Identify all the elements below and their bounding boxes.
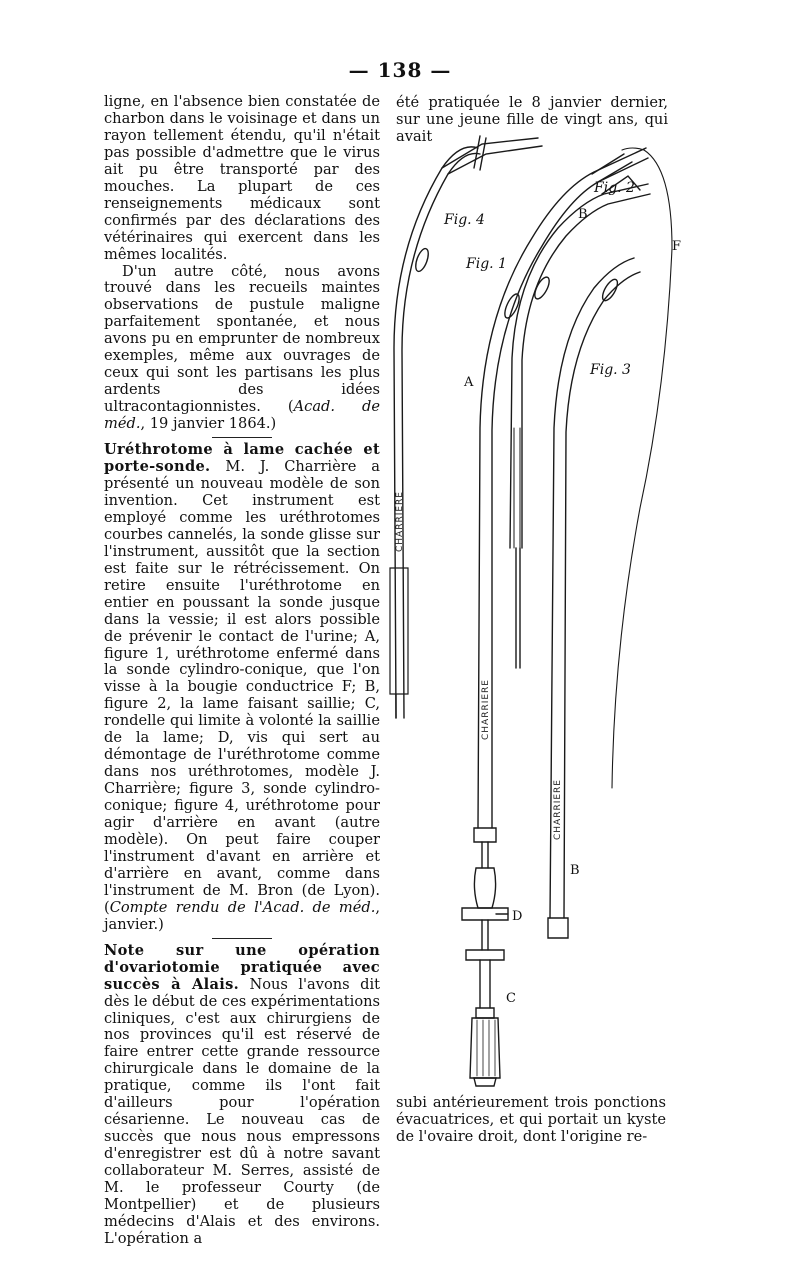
page-number: — 138 — [348, 58, 452, 82]
fig-3-maker-stamp: CHARRIERE [553, 779, 563, 840]
section-uréthrotome-source: Compte rendu de l'Acad. de méd. [109, 898, 376, 916]
paragraph-2-text: D'un autre côté, nous avons trouvé dans les recueils maintes observations de pustule maligne parfaitement spontanée, et nous avons pu en emprunter de nombreux exemples, même aux ouvrages de ceux qui sont les partisans les plus ardents des idées ultracontagionnistes. ( [104, 262, 380, 416]
instrument-fig-1 [462, 148, 648, 1086]
section-uréthrotome-date: , janvier.) [104, 898, 380, 933]
section-uréthrotome [104, 442, 380, 934]
paragraph-2 [104, 264, 380, 434]
right-column-top-text: été pratiquée le 8 janvier dernier, sur une jeune fille de vingt ans, qui avait [396, 94, 668, 145]
right-column-bottom-text: subi antérieurement trois ponctions évacuatrices, et qui portait un kyste de l'ovaire droit, dont l'origine re- [396, 1094, 666, 1145]
section-uréthrotome-body: M. J. Charrière a présenté un nouveau modèle de son invention. Cet instrument est employé comme les uréthrotomes courbes cannelés, la sonde glisse sur l'instrument, aussitôt que la section est faite sur le rétrécissement. On retire ensuite l'uréthrotome en entier en poussant la sonde jusque dans la vessie; il est alors possible de prévenir le contact de l'urine; A, figure 1, uréthrotome enfermé dans la sonde cylindro-conique, que l'on visse à la bougie conductrice F; B, figure 2, la lame faisant saillie; C, rondelle qui limite à volonté la saillie de la lame; D, vis qui sert au démontage de l'uréthrotome comme dans nos uréthrotomes, modèle J. Charrière; figure 3, sonde cylindro-conique; figure 4, uréthrotome pour agir d'arrière en avant (autre modèle). On peut faire couper l'instrument d'avant en arrière et d'arrière en avant, comme dans l'instrument de M. Bron (de Lyon). ( [104, 458, 380, 916]
paragraph-1: ligne, en l'absence bien constatée de charbon dans le voisinage et dans un rayon tellement étendu, qu'il n'était pas possible d'admettre que le virus ait pu être transporté par des mouches. La plupart de ces renseignements médicaux sont confirmés par des déclarations des vétérinaires qui exercent dans les mêmes localités. [104, 93, 380, 263]
section-uréthrotome-title: Uréthrotome à lame cachée et porte-sonde. [104, 441, 380, 476]
fig-3-label: Fig. 3 [590, 362, 631, 378]
fig-1-label: Fig. 1 [466, 256, 507, 272]
label-D: D [512, 909, 523, 924]
label-A: A [464, 375, 474, 390]
fig-2-label: Fig. 2 [594, 180, 635, 196]
section-ovariotomie [104, 943, 380, 1248]
label-F: F [672, 239, 682, 254]
section-ovariotomie-title: Note sur une opération d'ovariotomie pratiquée avec succès à Alais. [104, 941, 380, 993]
section-separator-2 [212, 938, 272, 939]
instrument-fig-2 [510, 176, 650, 668]
section-ovariotomie-body: Nous l'avons dit dès le début de ces expérimentations cliniques, c'est aux chirurgiens de nos provinces qu'il est réservé de faire entrer cette grande ressource chirurgicale dans le domaine de la pratique, comme ils l'ont fait d'ailleurs pour l'opération césarienne. Le nouveau cas de succès que nous nous empressons d'enregistrer est dû à notre savant collaborateur M. Serres, assisté de M. le professeur Courty (de Montpellier) et de plusieurs médecins d'Alais et des environs. L'opération a [104, 975, 380, 1247]
section-separator-1 [212, 437, 272, 438]
label-B-top: B [578, 207, 588, 222]
label-B-bottom: B [570, 863, 580, 878]
bougie-conductrice-f [612, 148, 672, 788]
left-column [104, 94, 380, 1248]
fig-4-maker-stamp: CHARRIERE [395, 491, 405, 552]
label-C: C [506, 991, 516, 1006]
fig-4-label: Fig. 4 [444, 212, 485, 228]
surgical-instruments-engraving [382, 128, 682, 1092]
paragraph-2-source: Acad. de méd. [104, 398, 381, 433]
paragraph-2-date: , 19 janvier 1864.) [140, 415, 277, 433]
fig-1-maker-stamp: CHARRIERE [481, 679, 491, 740]
